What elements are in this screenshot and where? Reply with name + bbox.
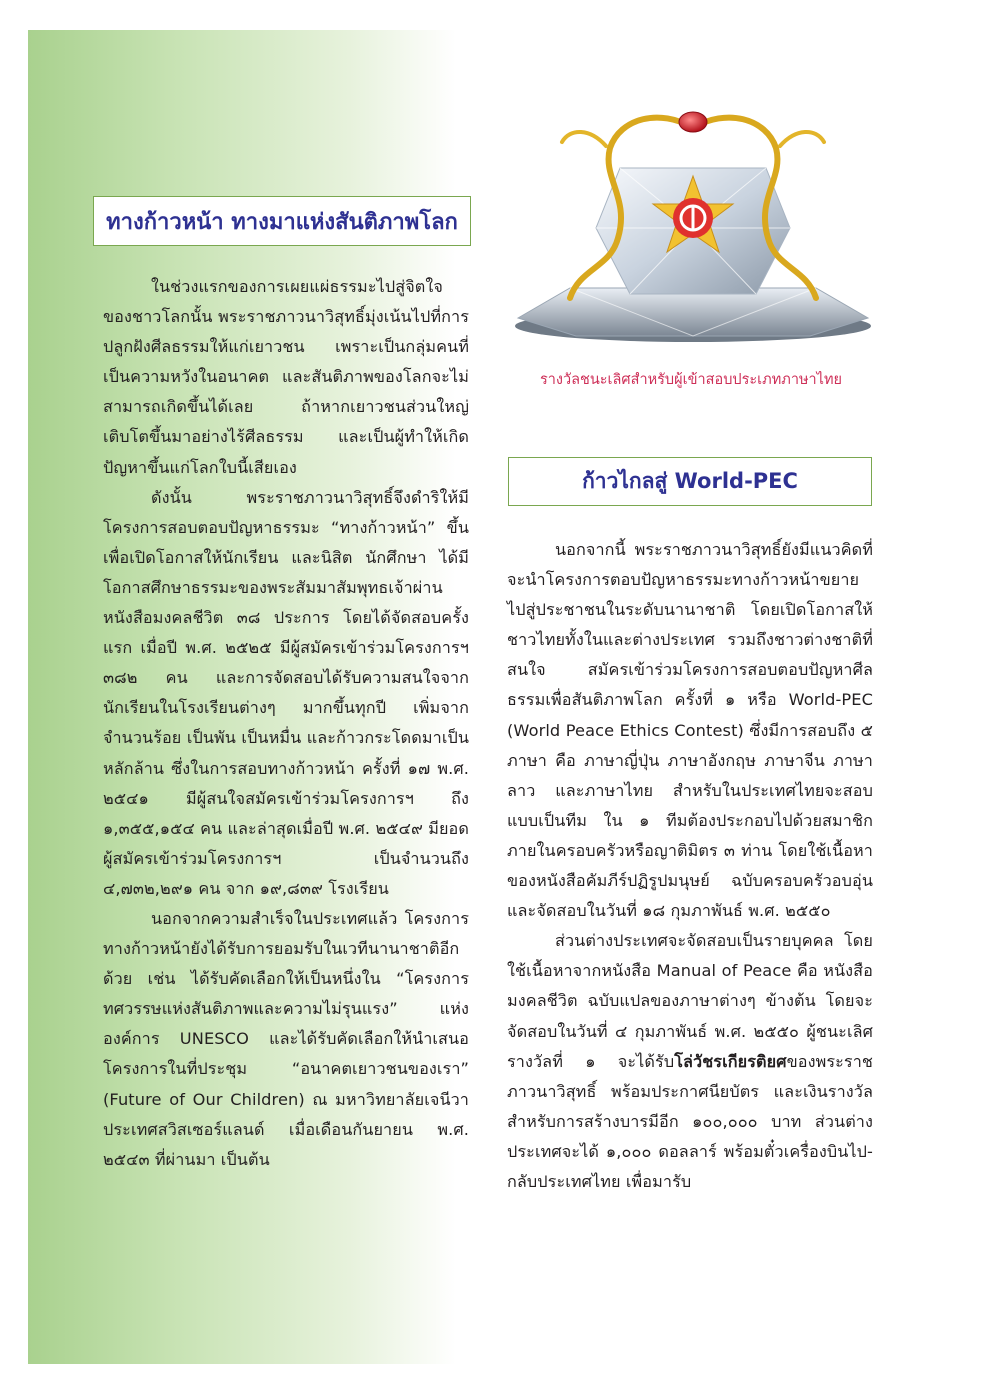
section-heading-world-pec <box>508 457 872 506</box>
paragraph-text: ของพระราชภาวนาวิสุทธิ์ พร้อมประกาศนียบัตร และเงินรางวัลสำหรับการสร้างบารมีอีก ๑๐๐,๐๐๐ บาท ส่วนต่างประเทศจะได้ ๑,๐๐๐ ดอลลาร์ พร้อมตั๋วเครื่องบินไป-กลับประเทศไทย เพื่อมารับ <box>507 1051 873 1191</box>
paragraph: นอกจากความสำเร็จในประเทศแล้ว โครงการทางก้าวหน้ายังได้รับการยอมรับในเวทีนานาชาติอีกด้วย เช่น ได้รับคัดเลือกให้เป็นหนึ่งใน “โครงการทศวรรษแห่งสันติภาพและความไม่รุนแรง” แห่งองค์การ UNESCO และได้รับคัดเลือกให้นำเสนอโครงการในที่ประชุม “อนาคตเยาวชนของเรา” (Future of Our Children) ณ มหาวิทยาลัยเจนีวา ประเทศสวิสเซอร์แลนด์ เมื่อเดือนกันยายน พ.ศ. ๒๕๔๓ ที่ผ่านมา เป็นต้น <box>103 908 469 1169</box>
left-column <box>103 272 469 1175</box>
right-column <box>507 535 873 1197</box>
heading-text: ทางก้าวหน้า ทางมาแห่งสันติภาพโลก <box>106 209 458 235</box>
crystal-trophy-icon <box>510 108 876 350</box>
paragraph: นอกจากนี้ พระราชภาวนาวิสุทธิ์ยังมีแนวคิดที่จะนำโครงการตอบปัญหาธรรมะทางก้าวหน้าขยายไปสู่ประชาชนในระดับนานาชาติ โดยเปิดโอกาสให้ชาวไทยทั้งในและต่างประเทศ รวมถึงชาวต่างชาติที่สนใจ สมัครเข้าร่วมโครงการสอบตอบปัญหาศีลธรรมเพื่อสันติภาพโลก ครั้งที่ ๑ หรือ World-PEC (World Peace Ethics Contest) ซึ่งมีการสอบถึง ๕ ภาษา คือ ภาษาญี่ปุ่น ภาษาอังกฤษ ภาษาจีน ภาษาลาว และภาษาไทย สำหรับในประเทศไทยจะสอบแบบเป็นทีม ใน ๑ ทีมต้องประกอบไปด้วยสมาชิกภายในครอบครัวหรือญาติมิตร ๓ ท่าน โดยใช้เนื้อหาของหนังสือคัมภีร์ปฏิรูปมนุษย์ ฉบับครอบครัวอบอุ่น และจัดสอบในวันที่ ๑๘ กุมภาพันธ์ พ.ศ. ๒๕๕๐ <box>507 540 873 921</box>
paragraph <box>507 926 873 1197</box>
section-heading-path-to-peace <box>93 196 471 246</box>
heading-text: ก้าวไกลสู่ World-PEC <box>582 469 798 493</box>
paragraph-text: ส่วนต่างประเทศจะจัดสอบเป็นรายบุคคล โดยใช้เนื้อหาจากหนังสือ Manual of Peace คือ หนังสือมงคลชีวิต ฉบับแปลของภาษาต่างๆ ข้างต้น โดยจะจัดสอบในวันที่ ๔ กุมภาพันธ์ พ.ศ. ๒๕๕๐ ผู้ชนะเลิศรางวัลที่ ๑ จะได้รับ <box>507 931 873 1071</box>
ruby-gem <box>679 112 707 132</box>
paragraph: ในช่วงแรกของการเผยแผ่ธรรมะไปสู่จิตใจของชาวโลกนั้น พระราชภาวนาวิสุทธิ์มุ่งเน้นไปที่การปลูกฝังศีลธรรมให้แก่เยาวชน เพราะเป็นกลุ่มคนที่เป็นความหวังในอนาคต และสันติภาพของโลกจะไม่สามารถเกิดขึ้นได้เลย ถ้าหากเยาวชนส่วนใหญ่เติบโตขึ้นมาอย่างไร้ศีลธรรม และเป็นผู้ทำให้เกิดปัญหาขึ้นแก่โลกใบนี้เสียเอง <box>103 277 469 477</box>
award-caption: รางวัลชนะเลิศสำหรับผู้เข้าสอบประเภทภาษาไทย <box>539 372 843 388</box>
award-name-bold: โล่วัชรเกียรติยศ <box>674 1051 787 1071</box>
paragraph: ดังนั้น พระราชภาวนาวิสุทธิ์จึงดำริให้มีโครงการสอบตอบปัญหาธรรมะ “ทางก้าวหน้า” ขึ้น เพื่อเปิดโอกาสให้นักเรียน และนิสิต นักศึกษา ได้มีโอกาสศึกษาธรรมะของพระสัมมาสัมพุทธเจ้าผ่านหนังสือมงคลชีวิต ๓๘ ประการ โดยได้จัดสอบครั้งแรก เมื่อปี พ.ศ. ๒๕๒๕ มีผู้สมัครเข้าร่วมโครงการฯ ๓๘๒ คน และการจัดสอบได้รับความสนใจจากนักเรียนในโรงเรียนต่างๆ มากขึ้นทุกปี เพิ่มจากจำนวนร้อย เป็นพัน เป็นหมื่น และก้าวกระโดดมาเป็นหลักล้าน ซึ่งในการสอบทางก้าวหน้า ครั้งที่ ๑๗ พ.ศ. ๒๕๔๑ มีผู้สนใจสมัครเข้าร่วมโครงการฯ ถึง ๑,๓๕๕,๑๕๔ คน และล่าสุดเมื่อปี พ.ศ. ๒๕๔๙ มียอดผู้สมัครเข้าร่วมโครงการฯ เป็นจำนวนถึง ๔,๗๓๒,๒๙๑ คน จาก ๑๙,๘๓๙ โรงเรียน <box>103 487 469 898</box>
